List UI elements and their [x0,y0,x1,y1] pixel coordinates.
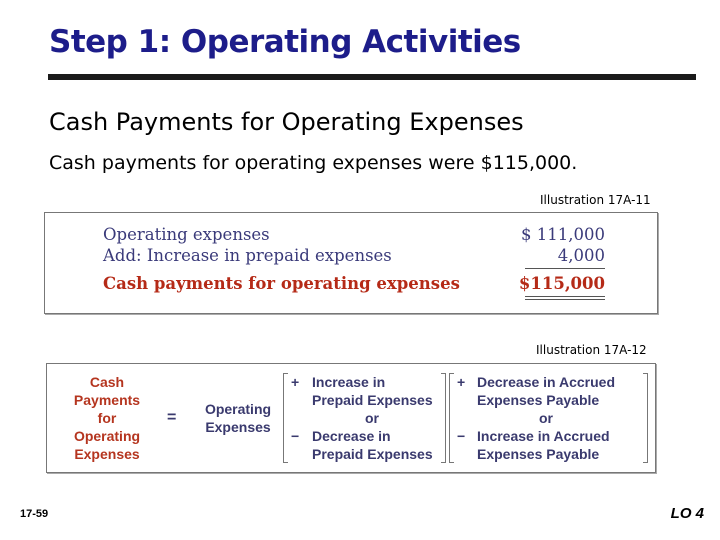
lhs-line: Cash [89,374,125,390]
prepaid-minus-sign: − [291,428,300,444]
accrued-minus-sign: − [457,428,466,444]
row-operating-expenses-label: Operating expenses [103,225,270,244]
row-increase-prepaid-label: Add: Increase in prepaid expenses [103,246,392,265]
bracket-left-1 [283,373,288,463]
lhs-line: Payments [73,392,141,408]
bracket-right-2 [643,373,648,463]
illustration-label-1: Illustration 17A-11 [540,193,651,207]
accrued-plus-sign: + [457,374,466,390]
illustration-label-2: Illustration 17A-12 [536,343,647,357]
row-operating-expenses-amount: $ 111,000 [521,225,605,244]
prepaid-minus-line1: Decrease in [312,428,391,444]
prepaid-plus-sign: + [291,374,300,390]
accrued-minus-line2: Expenses Payable [477,446,600,462]
lhs-cash-payments [67,373,147,463]
prepaid-plus-line2: Prepaid Expenses [312,392,433,408]
operating-expenses-term [197,400,279,436]
bracket-left-2 [449,373,454,463]
operating-line: Expenses [205,419,271,435]
subtotal-underline [525,268,605,269]
prepaid-plus-line1: Increase in [312,374,386,390]
lhs-line: Expenses [74,446,140,462]
title-divider [48,74,696,80]
accrued-plus-line1: Decrease in Accrued [477,374,615,390]
equals-sign: = [167,409,177,426]
total-double-underline-1 [525,296,605,297]
subtitle: Cash Payments for Operating Expenses [49,108,524,136]
total-double-underline-2 [525,299,605,300]
slide-number: 17-59 [20,508,49,520]
illustration-17a-12-box [46,363,656,473]
lhs-line: for [97,410,117,426]
lhs-line: Operating [73,428,141,444]
prepaid-or: or [365,410,379,426]
row-cash-payments-label: Cash payments for operating expenses [103,274,460,293]
learning-objective: LO 4 [670,505,704,522]
bracket-right-1 [441,373,446,463]
accrued-plus-line2: Expenses Payable [477,392,600,408]
row-increase-prepaid-amount: 4,000 [557,246,605,265]
accrued-or: or [539,410,553,426]
accrued-minus-line1: Increase in Accrued [477,428,610,444]
illustration-17a-11-box [44,212,658,314]
prepaid-minus-line2: Prepaid Expenses [312,446,433,462]
row-cash-payments-amount: $115,000 [518,274,605,293]
page-title: Step 1: Operating Activities [49,24,521,60]
operating-line: Operating [204,401,272,417]
body-text: Cash payments for operating expenses were $115,000. [49,152,578,174]
